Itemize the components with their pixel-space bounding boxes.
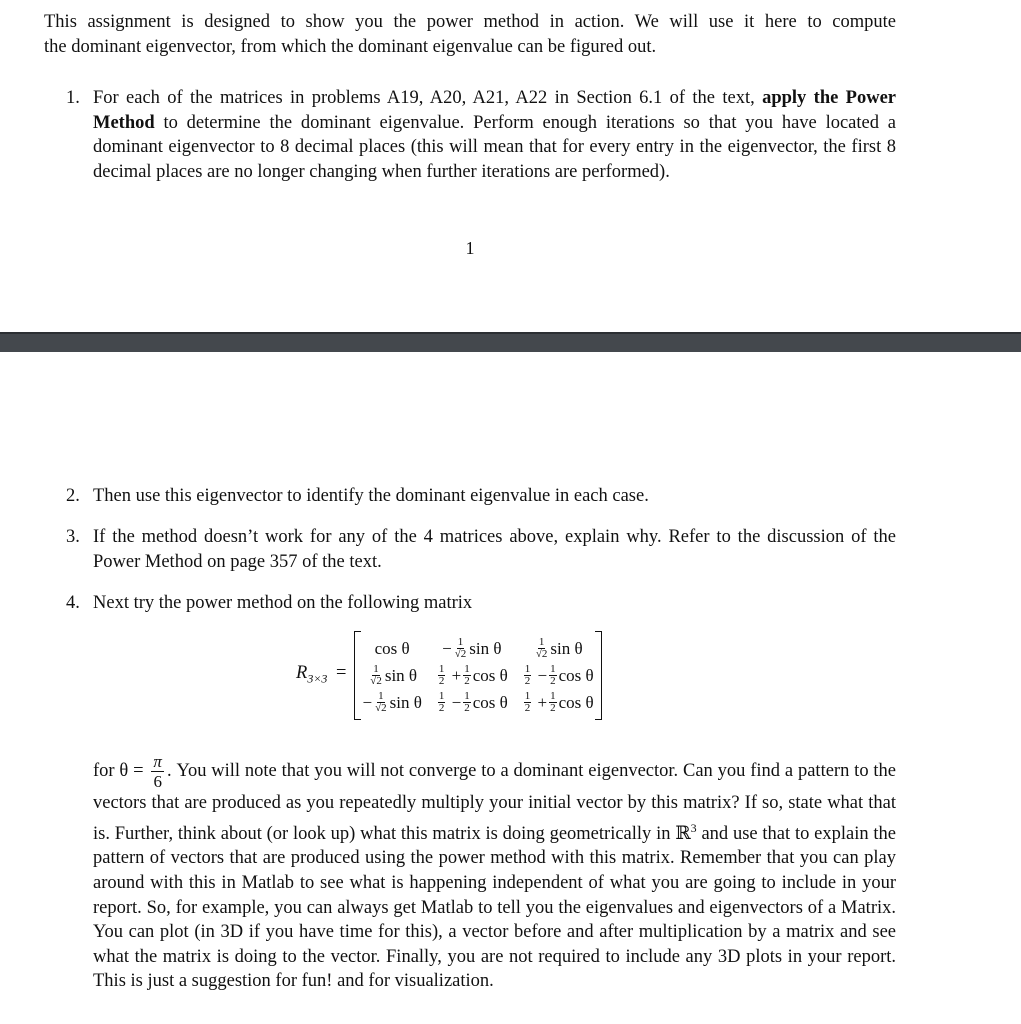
list-item-intro: Next try the power method on the following matrix	[93, 593, 473, 613]
list-item-4	[66, 591, 896, 616]
real-space-symbol: ℝ$^3$	[675, 820, 697, 844]
item-1-text-start: For each of the matrices in problems A19, A20, A21, A22 in Section 6.1 of the text,	[93, 88, 755, 108]
matrix-cell-r3c2: $\frac{1}{2}$ − $\frac{1}{2}$ cos θ	[438, 689, 508, 714]
list-item-text: If the method doesn’t work for any of the 4 matrices above, explain why. Refer to the discussion of the Power Method on page 357 of the text.	[93, 527, 896, 572]
list-item-text	[93, 86, 896, 184]
matrix-cell-r2c2: $\frac{1}{2}$ + $\frac{1}{2}$ cos θ	[438, 662, 508, 687]
list-item-text: Then use this eigenvector to identify the dominant eigenvalue in each case.	[93, 486, 649, 506]
list-item-4-continued	[66, 752, 896, 994]
list-item-number: 3.	[66, 527, 80, 547]
list-item-3	[66, 525, 896, 574]
intro-paragraph	[44, 10, 896, 59]
document-page-1	[0, 0, 1021, 332]
list-item-number: 4.	[66, 593, 80, 613]
item-4-text-part-1: a pattern to the vectors that are produced as you repeatedly multiply your initial vector by this matrix? If so, state what that is. Further, think about (or look up) what this matrix is doing geometrically in	[93, 760, 897, 844]
matrix-cell-r2c3: $\frac{1}{2}$ − $\frac{1}{2}$ cos θ	[524, 662, 594, 687]
list-item-number: 1.	[66, 88, 80, 108]
intro-line-2: the dominant eigenvector, from which the dominant eigenvalue can be figured out.	[44, 36, 657, 57]
rotation-matrix-equation	[296, 634, 602, 716]
matrix-3x3	[354, 635, 601, 716]
list-item-1	[66, 86, 896, 184]
document-page-2	[0, 352, 1021, 1024]
intro-line-1: This assignment is designed to show you the power method in action. We will use it here to compute	[44, 12, 896, 32]
list-item-number: 2.	[66, 486, 80, 506]
item-4-text-part-2: and use that to explain the pattern of vectors that are produced using the power method with this matrix. Remember that you can play around with this in Matlab to see what is happening independent of what you are going to include in your report. So, for example, you can always get Matlab to tell you the eigenvalues and eigenvectors of a Matrix. You can plot (in 3D if you have time for this), a vector before and after multiplication by a matrix and see what the matrix is doing to the vector. Finally, you are not required to include any 3D plots in your report. This is just a suggestion for fun! and for visualization.	[93, 823, 896, 992]
item-4-text-line-1: You will note that you will not converge to a dominant eigenvector. Can you find	[176, 760, 781, 781]
matrix-cell-r3c1: − $\frac{1}{√2}$ sin θ	[362, 689, 422, 714]
list-item-2	[66, 484, 896, 509]
theta-prefix: for θ =	[93, 760, 144, 781]
item-4-paragraph: for θ = $\frac{\pi}{6}$ . You will note that you will not converge to a dominant eigenvector. Can you find a pattern to the vectors that are produced as you repeatedly multiply your initial vector by this matrix? If so, state what that is. Further, think about (or look up) what this matrix is doing geometrically in ℝ$^3$ and use that to explain the pattern of vectors that are produced using the power method with this matrix. Remember that you can play around with this in Matlab to see what is happening independent of what you are going to include in your report. So, for example, you can always get Matlab to tell you the eigenvalues and eigenvectors of a Matrix. You can plot (in 3D if you have time for this), a vector before and after multiplication by a matrix and see what the matrix is doing to the vector. Finally, you are not required to include any 3D plots in your report. This is just a suggestion for fun! and for visualization.	[93, 752, 897, 992]
matrix-cell-r1c2: − $\frac{1}{√2}$ sin θ	[442, 635, 502, 660]
matrix-cell-r1c3: $\frac{1}{√2}$ sin θ	[535, 635, 583, 660]
page-number: 1	[465, 238, 475, 258]
page-separator	[0, 332, 1021, 352]
matrix-label: $R_{3\times 3}$ =	[296, 663, 347, 686]
matrix-cell-r1c1: cos θ	[374, 638, 410, 658]
theta-fraction: $\frac{\pi}{6}$	[153, 752, 162, 791]
item-1-bold-text: apply the Power Method	[93, 88, 897, 133]
matrix-cell-r3c3: $\frac{1}{2}$ + $\frac{1}{2}$ cos θ	[524, 689, 594, 714]
item-1-text-end: to determine the dominant eigenvalue. Perform enough iterations so that you have located a dominant eigenvector to 8 decimal places (this will mean that for every entry in the eigenvector, the first 8 decimal places are no longer changing when further iterations are performed).	[93, 112, 897, 182]
matrix-cell-r2c1: $\frac{1}{√2}$ sin θ	[370, 662, 418, 687]
